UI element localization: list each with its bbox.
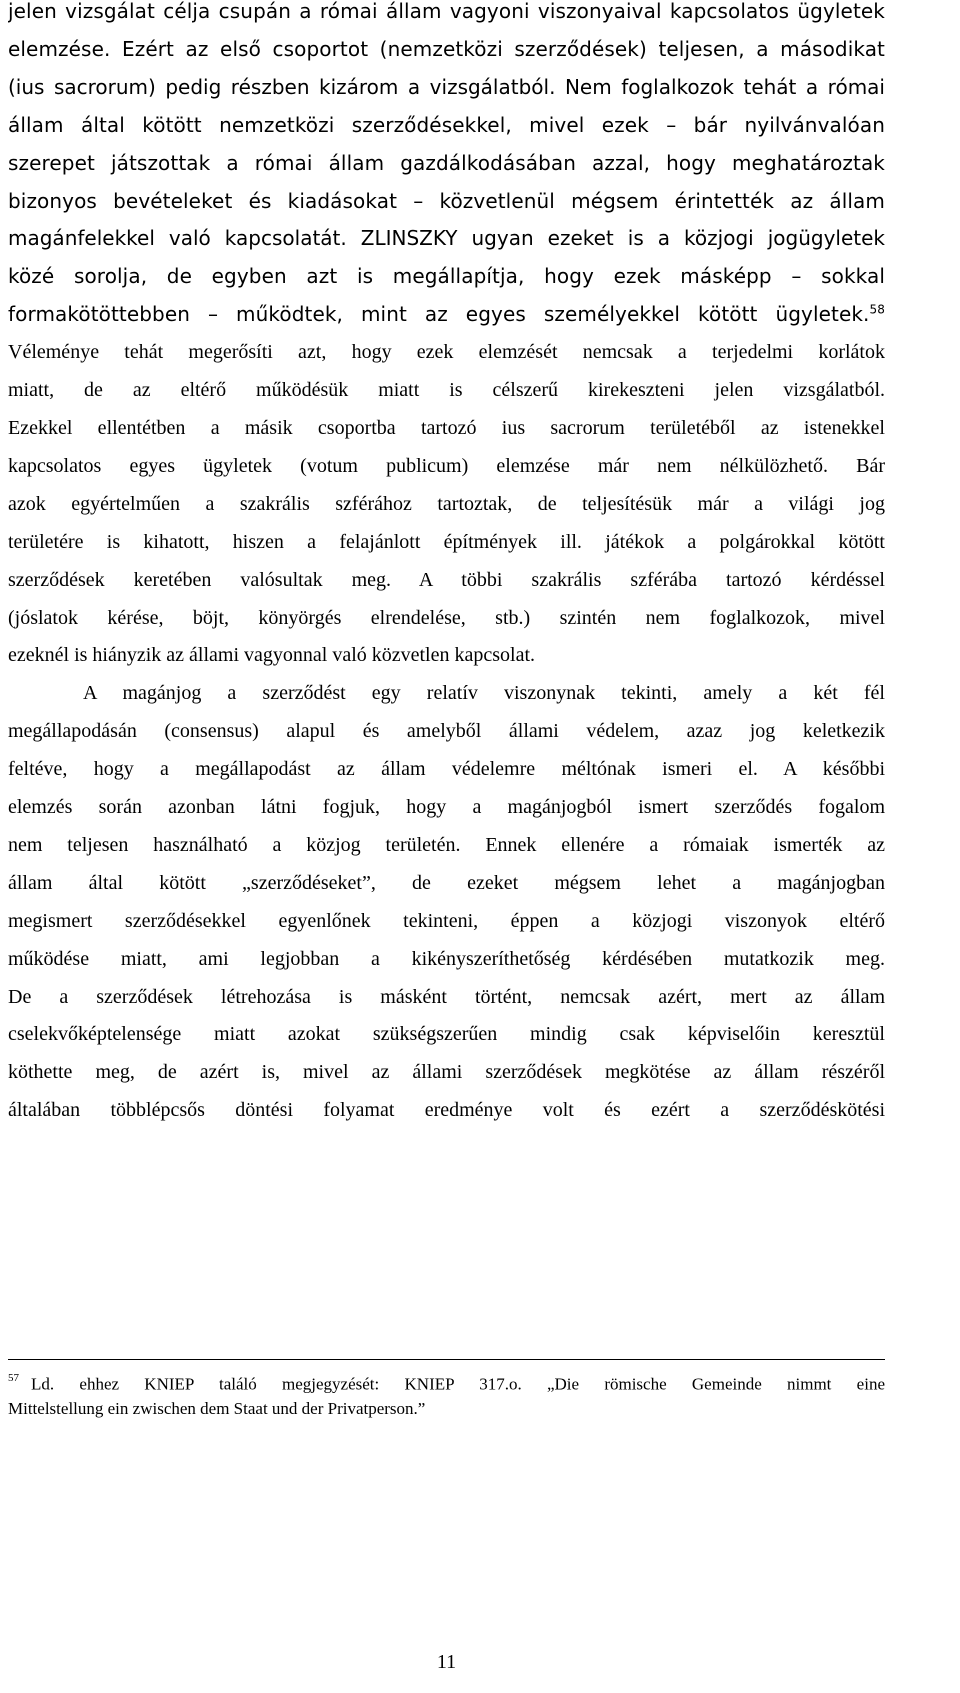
- text-line: állam által kötött nemzetközi szerződésekkel, mivel ezek – bár nyilvánvalóan: [8, 112, 885, 137]
- text-line: szerződések keretében valósultak meg. A többi szakrális szférába tartozó kérdéssel: [8, 568, 885, 591]
- footnote-reference[interactable]: 58: [869, 302, 885, 317]
- text-line: működése miatt, ami legjobban a kikényszeríthetőség kérdésében mutatkozik meg.: [8, 947, 885, 970]
- text-line: elemzése. Ezért az első csoportot (nemzetközi szerződések) teljesen, a másodikat: [8, 36, 885, 61]
- page-number: 11: [436, 1651, 457, 1673]
- text-line: magánfelekkel való kapcsolatát. ZLINSZKY ugyan ezeket is a közjogi jogügyletek: [8, 226, 885, 251]
- text-line: jelen vizsgálat célja csupán a római állam vagyoni viszonyaival kapcsolatos ügyletek: [8, 0, 885, 23]
- text-line: feltéve, hogy a megállapodást az állam védelemre méltónak ismeri el. A későbbi: [8, 758, 885, 781]
- text-line: megállapodásán (consensus) alapul és amelyből állami védelem, azaz jog keletkezik: [8, 720, 885, 743]
- text-line: általában többlépcsős döntési folyamat eredménye volt és ezért a szerződéskötési: [8, 1099, 885, 1122]
- text-line: bizonyos bevételeket és kiadásokat – közvetlenül mégsem érintették az állam: [8, 188, 885, 213]
- text-line: azok egyértelműen a szakrális szférához tartoztak, de teljesítésük már a világi jog: [8, 492, 885, 515]
- text-line: köthette meg, de azért is, mivel az állami szerződések megkötése az állam részéről: [8, 1061, 885, 1084]
- footnote: [8, 1368, 885, 1421]
- footnote-divider: [8, 1359, 885, 1360]
- text-line: kapcsolatos egyes ügyletek (votum publicum) elemzése már nem nélkülözhető. Bár: [8, 454, 885, 477]
- text-line: De a szerződések létrehozása is másként történt, nemcsak azért, mert az állam: [8, 985, 885, 1008]
- document-page: [8, 0, 885, 1693]
- text-line: megismert szerződésekkel egyenlőnek tekinteni, éppen a közjogi viszonyok eltérő: [8, 909, 885, 932]
- text-line: miatt, de az eltérő működésük miatt is célszerű kirekeszteni jelen vizsgálatból.: [8, 379, 885, 402]
- text-line: [8, 296, 885, 334]
- text-line: (jóslatok kérése, böjt, könyörgés elrendelése, stb.) szintén nem foglalkozok, mivel: [8, 606, 885, 629]
- footnote-number: 57: [8, 1372, 19, 1384]
- text-line: ezeknél is hiányzik az állami vagyonnal való közvetlen kapcsolat.: [8, 644, 536, 667]
- text-line: állam által kötött „szerződéseket”, de ezeket mégsem lehet a magánjogban: [8, 871, 885, 894]
- text-line: közé sorolja, de egyben azt is megállapítja, hogy ezek másképp – sokkal: [8, 264, 885, 289]
- text-line-content: formakötöttebben – működtek, mint az egyes személyekkel kötött ügyletek.: [8, 302, 870, 327]
- text-line: A magánjog a szerződést egy relatív viszonynak tekinti, amely a két fél: [83, 682, 885, 705]
- body-text: [8, 0, 885, 1130]
- text-line: cselekvőképtelensége miatt azokat szükségszerűen mindig csak képviselőin keresztül: [8, 1023, 885, 1046]
- footnote-line: [8, 1368, 885, 1397]
- text-line: szerepet játszottak a római állam gazdálkodásában azzal, hogy meghatároztak: [8, 150, 885, 175]
- footnote-text: Ld. ehhez KNIEP találó megjegyzését: KNIEP 317.o. „Die römische Gemeinde nimmt eine: [31, 1374, 885, 1394]
- text-line: elemzés során azonban látni fogjuk, hogy a magánjogból ismert szerződés fogalom: [8, 796, 885, 819]
- text-line: Ezekkel ellentétben a másik csoportba tartozó ius sacrorum területéből az istenekkel: [8, 416, 885, 439]
- footnote-line: Mittelstellung ein zwischen dem Staat und der Privatperson.”: [8, 1398, 426, 1418]
- text-line: (ius sacrorum) pedig részben kizárom a vizsgálatból. Nem foglalkozok tehát a római: [8, 74, 885, 99]
- text-line: nem teljesen használható a közjog területén. Ennek ellenére a rómaiak ismerték az: [8, 833, 885, 856]
- text-line: Véleménye tehát megerősíti azt, hogy ezek elemzését nemcsak a terjedelmi korlátok: [8, 341, 885, 364]
- text-line: területére is kihatott, hiszen a felajánlott építmények ill. játékok a polgárokkal kötött: [8, 530, 885, 553]
